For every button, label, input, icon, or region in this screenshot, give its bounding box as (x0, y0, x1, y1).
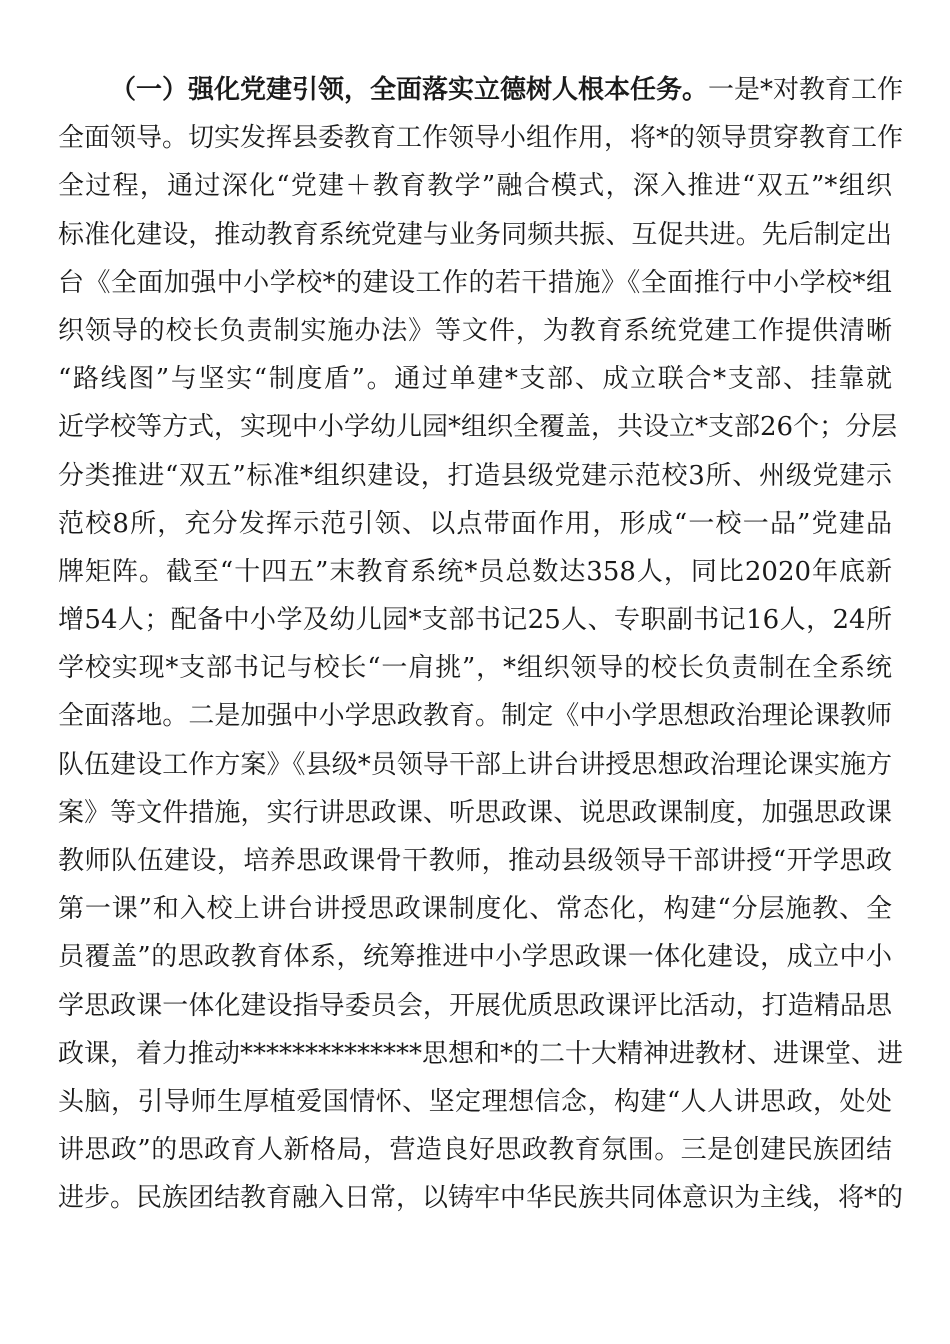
paragraph-line: 员覆盖”的思政教育体系，统筹推进中小学思政课一体化建设，成立中小 (58, 942, 892, 973)
paragraph-line: 标准化建设，推动教育系统党建与业务同频共振、互促共进。先后制定出 (58, 219, 892, 250)
paragraph-line: 政课，着力推动**************思想和*的二十大精神进教材、进课堂、进 (58, 1038, 904, 1069)
paragraph-line: 第一课”和入校上讲台讲授思政课制度化、常态化，构建“分层施教、全 (58, 894, 892, 925)
paragraph-line: 讲思政”的思政育人新格局，营造良好思政教育氛围。三是创建民族团结 (58, 1135, 892, 1166)
paragraph-line: 增54人；配备中小学及幼儿园*支部书记25人、专职副书记16人，24所 (58, 605, 892, 636)
paragraph-line: 进步。民族团结教育融入日常，以铸牢中华民族共同体意识为主线，将*的 (58, 1183, 904, 1214)
paragraph-line: 牌矩阵。截至“十四五”末教育系统*员总数达358人，同比2020年底新 (58, 556, 892, 587)
paragraph-line: 全面落地。二是加强中小学思政教育。制定《中小学思想政治理论课教师 (58, 701, 892, 732)
paragraph-line: 范校8所，充分发挥示范引领、以点带面作用，形成“一校一品”党建品 (58, 508, 892, 539)
paragraph-line: 教师队伍建设，培养思政课骨干教师，推动县级领导干部讲授“开学思政 (58, 846, 892, 876)
paragraph-line: 案》等文件措施，实行讲思政课、听思政课、说思政课制度，加强思政课 (58, 797, 892, 828)
paragraph-line: 全面领导。切实发挥县委教育工作领导小组作用，将*的领导贯穿教育工作 (58, 123, 904, 154)
paragraph-line: 队伍建设工作方案》《县级*员领导干部上讲台讲授思想政治理论课实施方 (58, 749, 892, 780)
paragraph-line: 学校实现*支部书记与校长“一肩挑”，*组织领导的校长负责制在全系统 (58, 653, 892, 684)
paragraph-line: 全过程，通过深化“党建＋教育教学”融合模式，深入推进“双五”*组织 (58, 171, 892, 202)
section-heading: （一）强化党建引领，全面落实立德树人根本任务。 (110, 75, 709, 105)
document-body (58, 66, 904, 1223)
paragraph-line: 头脑，引导师生厚植爱国情怀、坚定理想信念，构建“人人讲思政，处处 (58, 1086, 892, 1117)
paragraph-line: “路线图”与坚实“制度盾”。通过单建*支部、成立联合*支部、挂靠就 (58, 364, 892, 395)
paragraph-line: 近学校等方式，实现中小学幼儿园*组织全覆盖，共设立*支部26个；分层 (58, 412, 898, 443)
line-text: 一是*对教育工作 (708, 75, 904, 105)
paragraph-line (58, 66, 904, 114)
paragraph-line: 织领导的校长负责制实施办法》等文件，为教育系统党建工作提供清晰 (58, 315, 892, 346)
paragraph-line: 分类推进“双五”标准*组织建设，打造县级党建示范校3所、州级党建示 (58, 460, 892, 491)
paragraph-line: 学思政课一体化建设指导委员会，开展优质思政课评比活动，打造精品思 (58, 990, 892, 1021)
paragraph-line: 台《全面加强中小学校*的建设工作的若干措施》《全面推行中小学校*组 (58, 267, 892, 298)
